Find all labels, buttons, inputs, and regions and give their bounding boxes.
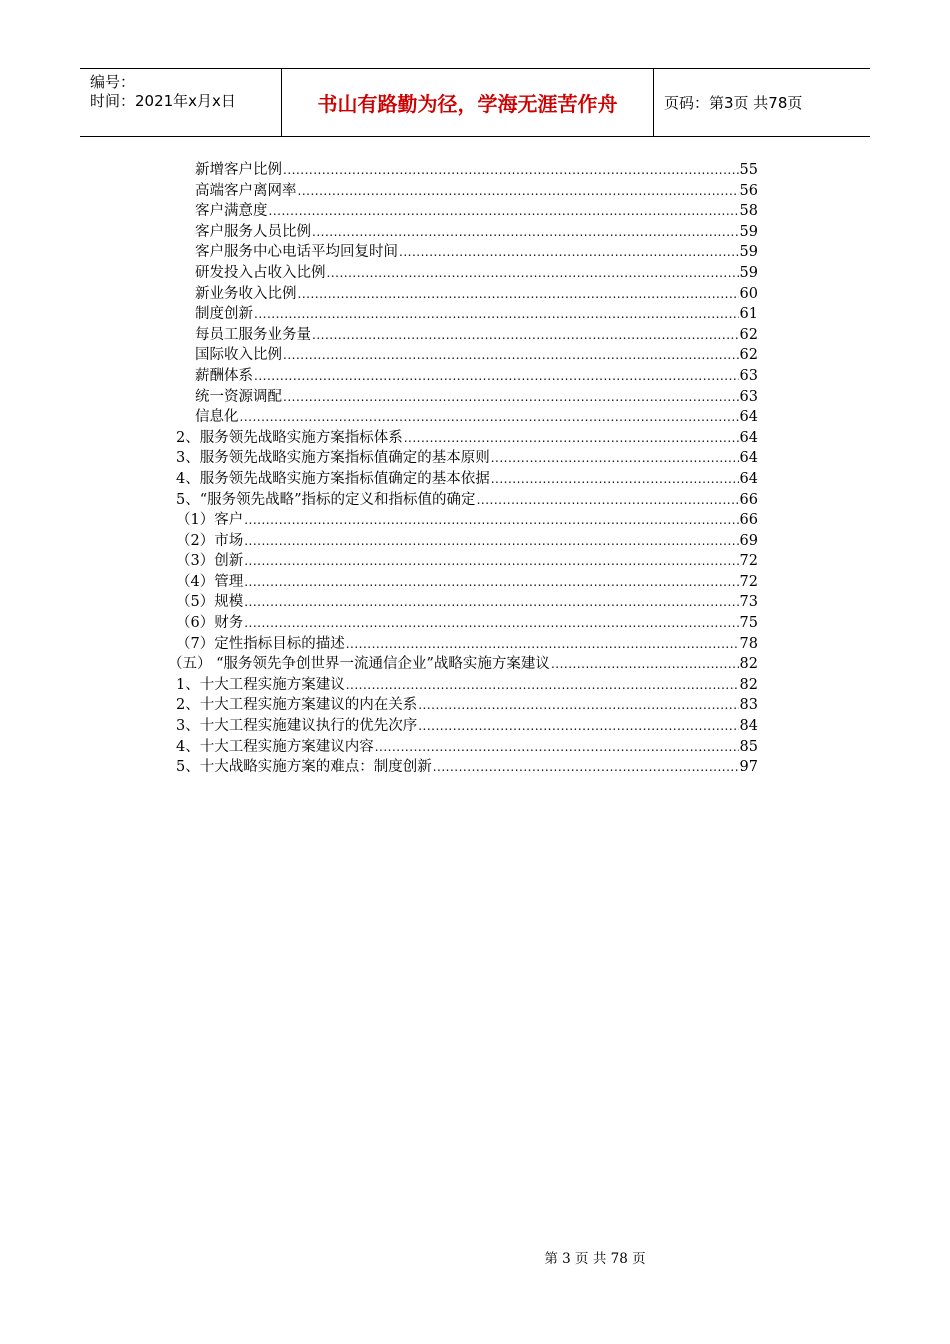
toc-entry-label: 客户服务人员比例 xyxy=(195,223,311,240)
toc-entry[interactable] xyxy=(168,488,758,509)
toc-entry-label: 新业务收入比例 xyxy=(195,285,297,302)
toc-leader-dots xyxy=(418,719,738,733)
toc-entry-label: （6）财务 xyxy=(176,615,244,632)
toc-entry[interactable] xyxy=(168,405,758,426)
toc-entry-label: （7）定性指标目标的描述 xyxy=(176,635,345,652)
toc-entry[interactable] xyxy=(168,570,758,591)
toc-leader-dots xyxy=(283,390,739,404)
toc-entry-label: 3、十大工程实施建议执行的优先次序 xyxy=(176,718,418,735)
toc-entry-page: 55 xyxy=(739,162,758,178)
toc-entry-label: （1）客户 xyxy=(176,512,244,529)
toc-entry-label: 5、十大战略实施方案的难点：制度创新 xyxy=(176,759,432,776)
toc-entry[interactable] xyxy=(168,735,758,756)
toc-entry-page: 72 xyxy=(739,553,758,570)
toc-entry-label: （五） “服务领先争创世界一流通信企业”战略实施方案建议 xyxy=(168,656,550,673)
toc-entry[interactable] xyxy=(168,446,758,467)
toc-entry-page: 97 xyxy=(739,759,758,776)
toc-entry-page: 78 xyxy=(739,635,758,652)
toc-entry[interactable] xyxy=(168,302,758,323)
toc-entry-page: 64 xyxy=(739,429,758,446)
toc-entry[interactable] xyxy=(168,611,758,632)
toc-entry-page: 62 xyxy=(739,347,758,364)
toc-entry-label: 2、十大工程实施方案建议的内在关系 xyxy=(176,697,418,714)
toc-leader-dots xyxy=(244,534,738,548)
toc-entry-label: 每员工服务业务量 xyxy=(195,326,311,343)
toc-entry-label: 高端客户离网率 xyxy=(195,182,297,199)
toc-entry-page: 82 xyxy=(739,676,758,693)
toc-entry[interactable] xyxy=(168,158,758,179)
toc-entry-page: 63 xyxy=(739,388,758,405)
toc-entry[interactable] xyxy=(168,467,758,488)
page-header xyxy=(80,68,870,137)
toc-entry-page: 82 xyxy=(739,656,758,673)
toc-entry-label: 薪酬体系 xyxy=(195,367,253,384)
toc-leader-dots xyxy=(491,472,739,486)
toc-entry-page: 83 xyxy=(739,697,758,714)
toc-entry[interactable] xyxy=(168,364,758,385)
toc-entry[interactable] xyxy=(168,261,758,282)
toc-entry-page: 85 xyxy=(739,738,758,755)
toc-entry[interactable] xyxy=(168,755,758,776)
toc-entry-label: 3、服务领先战略实施方案指标值确定的基本原则 xyxy=(176,450,490,467)
toc-entry-label: 国际收入比例 xyxy=(195,347,282,364)
toc-entry[interactable] xyxy=(168,590,758,611)
toc-entry[interactable] xyxy=(168,632,758,653)
toc-leader-dots xyxy=(418,698,738,712)
toc-leader-dots xyxy=(375,740,739,754)
toc-entry[interactable] xyxy=(168,240,758,261)
toc-entry-page: 69 xyxy=(739,532,758,549)
toc-entry-page: 75 xyxy=(739,615,758,632)
toc-entry-page: 73 xyxy=(739,594,758,611)
toc-leader-dots xyxy=(283,163,739,177)
toc-entry-page: 62 xyxy=(739,326,758,343)
toc-leader-dots xyxy=(433,760,739,774)
toc-entry[interactable] xyxy=(168,714,758,735)
toc-leader-dots xyxy=(244,616,738,630)
toc-leader-dots xyxy=(254,307,739,321)
toc-entry-page: 72 xyxy=(739,573,758,590)
toc-leader-dots xyxy=(346,678,739,692)
toc-leader-dots xyxy=(240,410,739,424)
toc-entry-page: 64 xyxy=(739,450,758,467)
toc-entry[interactable] xyxy=(168,282,758,303)
toc-entry[interactable] xyxy=(168,323,758,344)
toc-entry-label: 研发投入占收入比例 xyxy=(195,264,326,281)
toc-entry-page: 59 xyxy=(739,244,758,261)
toc-entry-page: 66 xyxy=(739,512,758,529)
toc-entry-label: （4）管理 xyxy=(176,573,244,590)
toc-leader-dots xyxy=(327,266,739,280)
toc-entry-label: 5、“服务领先战略”指标的定义和指标值的确定 xyxy=(176,491,476,508)
toc-entry-label: 制度创新 xyxy=(195,306,253,323)
toc-entry-label: （5）规模 xyxy=(176,594,244,611)
toc-leader-dots xyxy=(244,575,738,589)
toc-leader-dots xyxy=(346,637,739,651)
toc-entry-label: 1、十大工程实施方案建议 xyxy=(176,676,345,693)
toc-entry-page: 60 xyxy=(739,285,758,302)
toc-entry-page: 64 xyxy=(739,470,758,487)
table-of-contents xyxy=(168,158,758,776)
page-footer: 第 3 页 共 78 页 xyxy=(544,1251,646,1267)
toc-entry-page: 66 xyxy=(739,491,758,508)
toc-entry[interactable] xyxy=(168,508,758,529)
toc-entry-label: 2、服务领先战略实施方案指标体系 xyxy=(176,429,403,446)
toc-entry-page: 63 xyxy=(739,367,758,384)
toc-entry[interactable] xyxy=(168,179,758,200)
toc-leader-dots xyxy=(312,328,739,342)
toc-entry[interactable] xyxy=(168,549,758,570)
toc-entry-page: 59 xyxy=(739,223,758,240)
toc-entry[interactable] xyxy=(168,385,758,406)
toc-entry[interactable] xyxy=(168,652,758,673)
toc-leader-dots xyxy=(244,595,738,609)
toc-leader-dots xyxy=(491,451,739,465)
toc-leader-dots xyxy=(244,513,738,527)
toc-entry-label: （2）市场 xyxy=(176,532,244,549)
header-motto: 书山有路勤为径，学海无涯苦作舟 xyxy=(281,69,654,136)
toc-entry[interactable] xyxy=(168,199,758,220)
toc-leader-dots xyxy=(269,204,739,218)
toc-leader-dots xyxy=(244,554,738,568)
toc-leader-dots xyxy=(404,431,739,445)
toc-leader-dots xyxy=(399,245,739,259)
toc-entry-page: 59 xyxy=(739,264,758,281)
header-meta xyxy=(80,69,281,136)
document-number-label: 编号： xyxy=(90,73,136,91)
toc-entry-label: （3）创新 xyxy=(176,553,244,570)
toc-entry-label: 客户满意度 xyxy=(195,203,268,220)
toc-entry[interactable] xyxy=(168,343,758,364)
toc-leader-dots xyxy=(551,657,739,671)
toc-leader-dots xyxy=(477,493,739,507)
toc-entry-label: 4、服务领先战略实施方案指标值确定的基本依据 xyxy=(176,470,490,487)
toc-entry-page: 56 xyxy=(739,182,758,199)
toc-entry-page: 64 xyxy=(739,409,758,426)
toc-entry[interactable] xyxy=(168,220,758,241)
toc-leader-dots xyxy=(298,287,739,301)
toc-entry-label: 4、十大工程实施方案建议内容 xyxy=(176,738,374,755)
toc-entry[interactable] xyxy=(168,693,758,714)
toc-entry-page: 84 xyxy=(739,718,758,735)
toc-entry[interactable] xyxy=(168,426,758,447)
toc-entry-page: 58 xyxy=(739,203,758,220)
toc-entry-label: 统一资源调配 xyxy=(195,388,282,405)
header-page-info: 页码：第3页 共78页 xyxy=(664,94,803,112)
toc-entry[interactable] xyxy=(168,529,758,550)
toc-entry-label: 信息化 xyxy=(195,409,239,426)
toc-entry-page: 61 xyxy=(739,306,758,323)
toc-entry-label: 新增客户比例 xyxy=(195,162,282,178)
toc-leader-dots xyxy=(312,225,739,239)
toc-leader-dots xyxy=(254,369,739,383)
toc-leader-dots xyxy=(298,184,739,198)
toc-leader-dots xyxy=(283,348,739,362)
toc-entry-label: 客户服务中心电话平均回复时间 xyxy=(195,244,398,261)
toc-entry[interactable] xyxy=(168,673,758,694)
document-time-label: 时间：2021年x月x日 xyxy=(90,92,236,110)
